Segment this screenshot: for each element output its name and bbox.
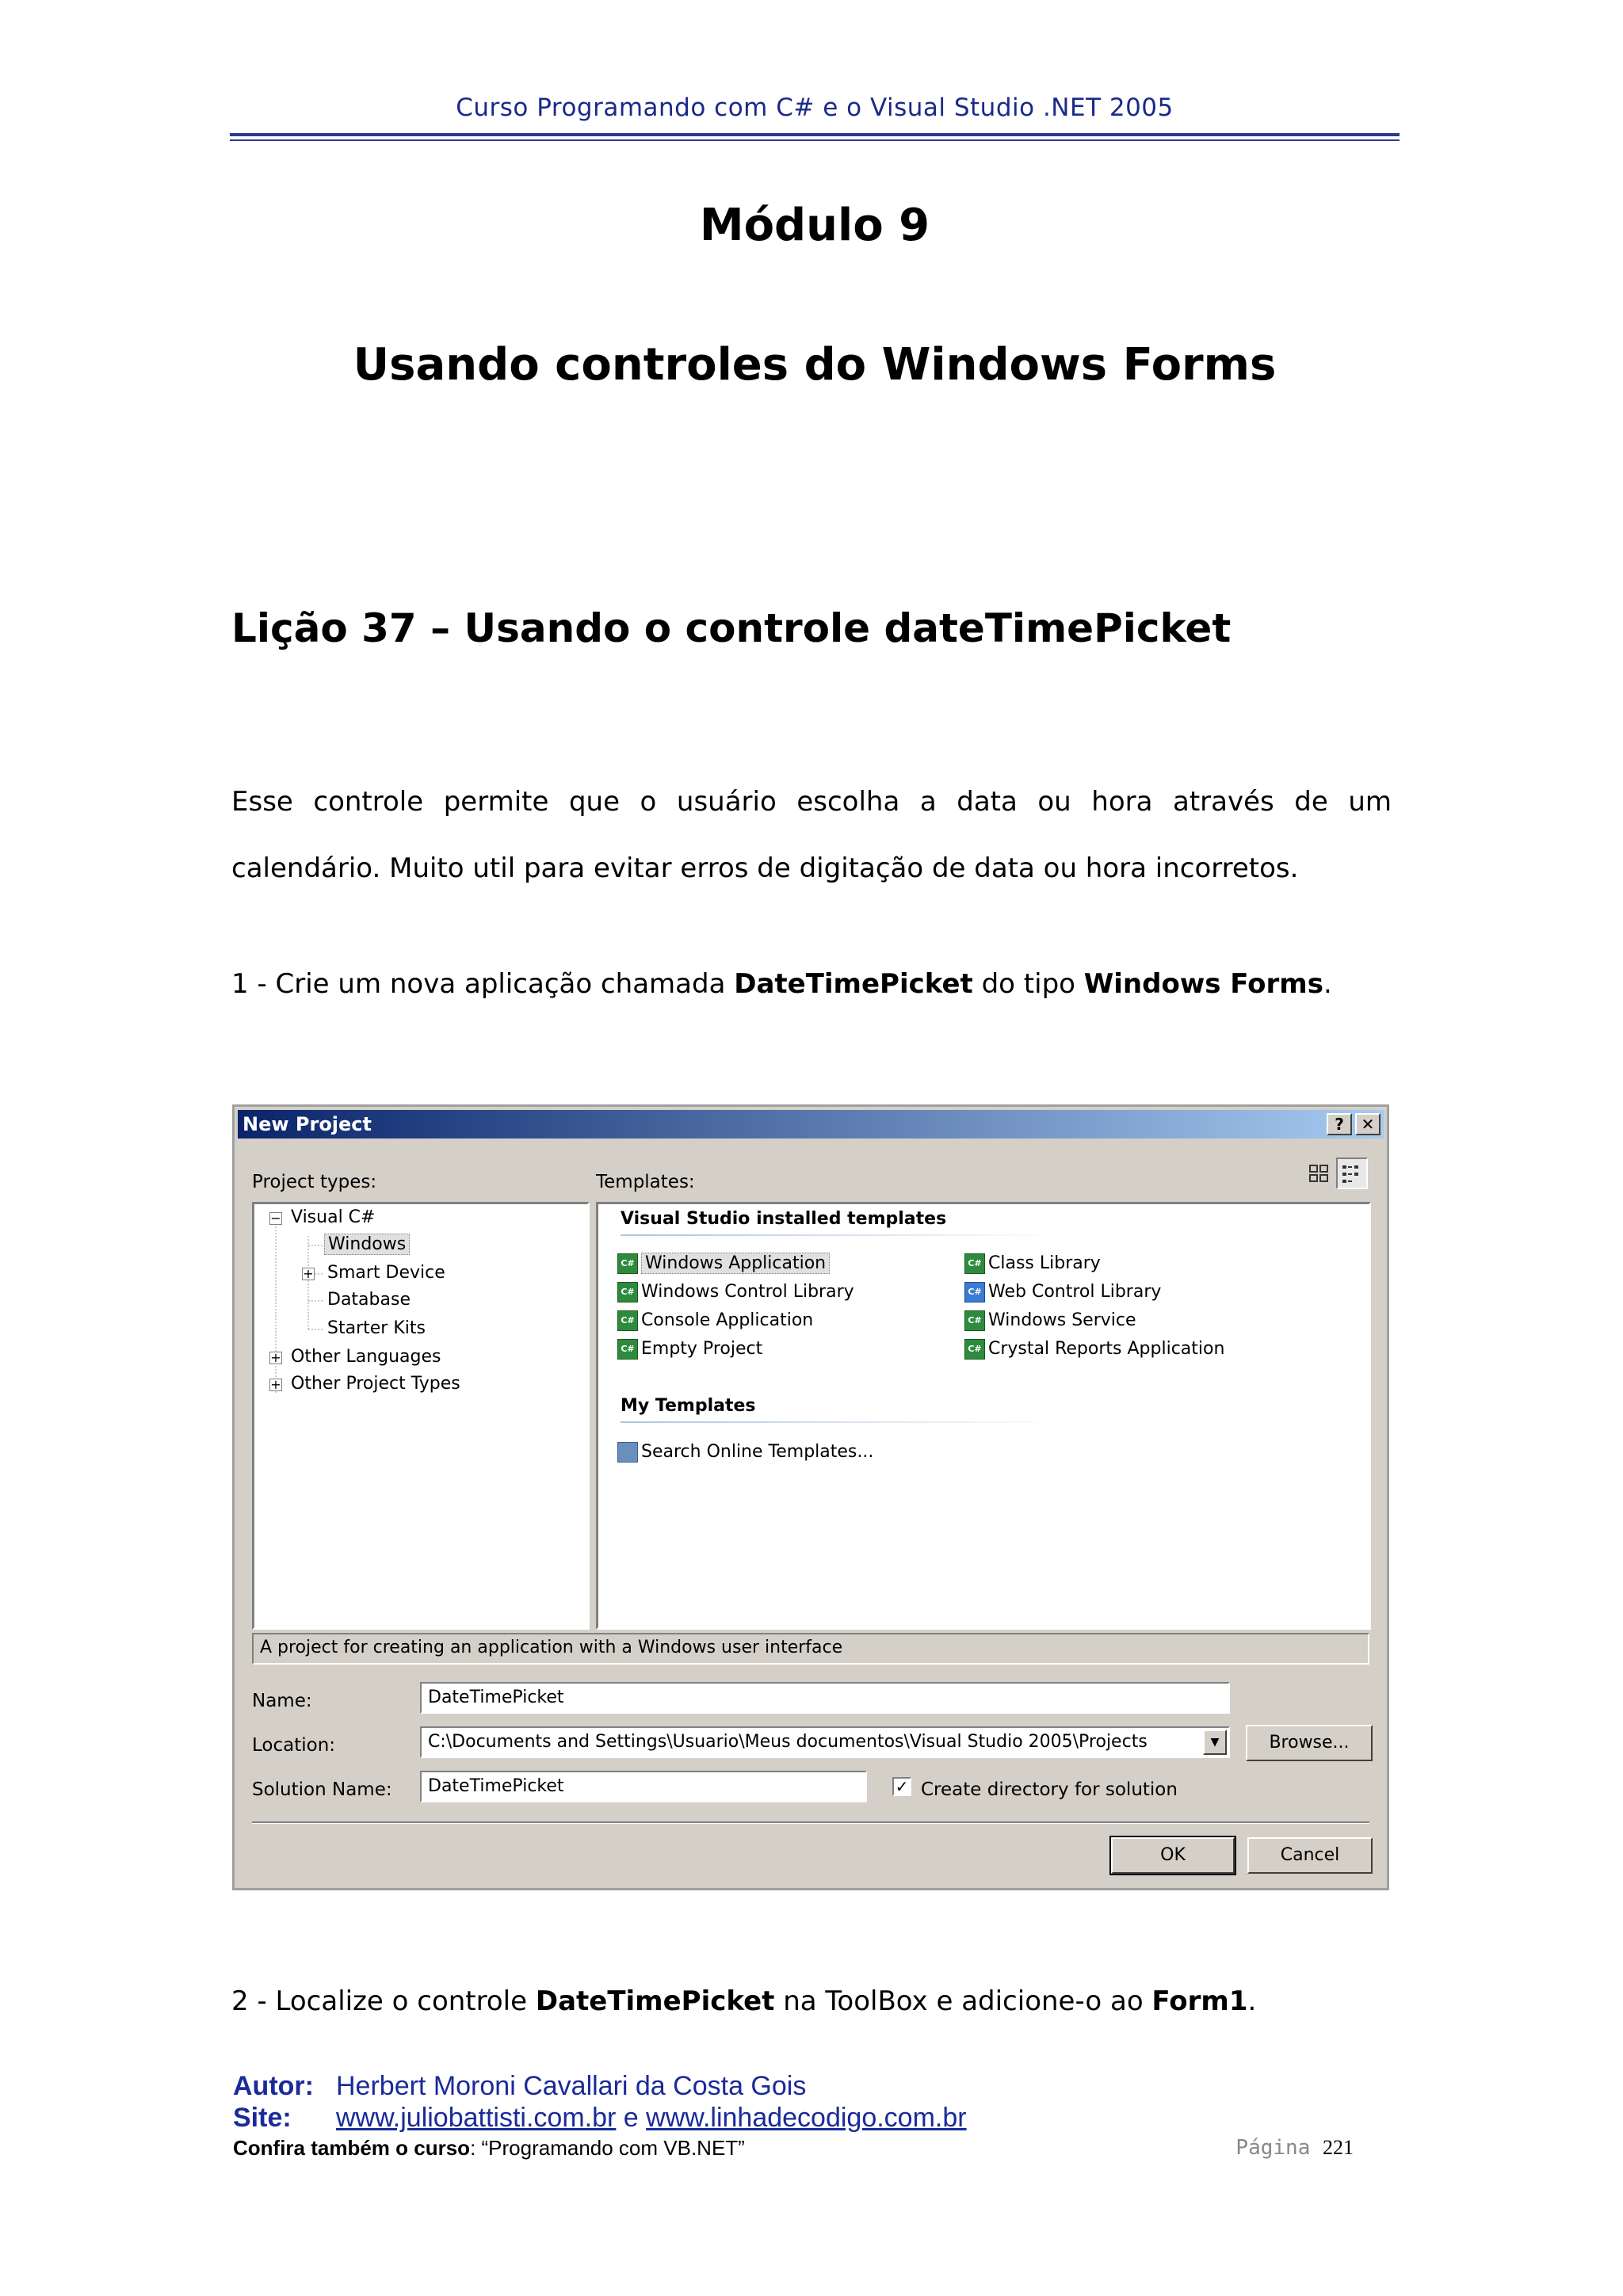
template-search-online[interactable] [617, 1442, 873, 1463]
template-web-control-library[interactable] [964, 1282, 1161, 1302]
csharp-project-icon: C# [964, 1339, 985, 1360]
site-separator: e [616, 2103, 647, 2133]
chapter-title: Usando controles do Windows Forms [353, 339, 1277, 391]
solution-name-label: Solution Name: [252, 1779, 392, 1800]
project-types-label: Project types: [252, 1172, 377, 1192]
my-templates-header: My Templates [621, 1396, 756, 1416]
expand-icon[interactable]: + [303, 1266, 314, 1281]
page-number [1235, 2136, 1354, 2160]
template-label: Empty Project [641, 1339, 763, 1359]
author-name: Herbert Moroni Cavallari da Costa Gois [336, 2071, 807, 2101]
csharp-project-icon: C# [617, 1253, 638, 1274]
browse-button[interactable]: Browse... [1246, 1725, 1373, 1761]
page-label: Página [1235, 2136, 1311, 2160]
template-label: Search Online Templates... [641, 1442, 874, 1462]
csharp-project-icon: C# [964, 1310, 985, 1331]
footer-site [233, 2103, 967, 2134]
lesson-title: Lição 37 – Usando o controle dateTimePicket [231, 605, 1232, 651]
tree-item-starter-kits[interactable]: Starter Kits [327, 1318, 426, 1338]
project-types-tree[interactable] [252, 1202, 590, 1630]
template-label: Windows Application [641, 1253, 830, 1274]
new-project-dialog [232, 1104, 1389, 1890]
cancel-button[interactable]: Cancel [1247, 1837, 1373, 1874]
create-directory-checkbox[interactable]: ✓ [892, 1777, 911, 1796]
name-label: Name: [252, 1691, 312, 1711]
step-2-suffix: . [1247, 1985, 1257, 2017]
small-icons-view-icon[interactable] [1336, 1158, 1368, 1189]
help-button[interactable]: ? [1327, 1113, 1352, 1135]
installed-templates-header: Visual Studio installed templates [621, 1209, 947, 1229]
large-icons-view-icon[interactable] [1308, 1159, 1331, 1188]
template-windows-control-library[interactable] [617, 1282, 854, 1302]
course-value: : “Programando com VB.NET” [470, 2136, 745, 2160]
header-rule-thin [230, 139, 1400, 141]
site-link-2[interactable]: www.linhadecodigo.com.br [646, 2103, 967, 2133]
module-title: Módulo 9 [699, 200, 930, 251]
location-label: Location: [252, 1735, 336, 1756]
csharp-web-project-icon: C# [964, 1282, 985, 1302]
tree-item-other-languages[interactable]: Other Languages [291, 1347, 441, 1367]
template-label: Windows Control Library [641, 1282, 854, 1302]
template-empty-project[interactable] [617, 1339, 762, 1360]
csharp-project-icon: C# [617, 1310, 638, 1331]
step-2-target: Form1 [1151, 1985, 1248, 2017]
step-1-prefix: 1 - Crie um nova aplicação chamada [231, 968, 735, 1000]
expand-icon[interactable]: + [270, 1350, 281, 1365]
collapse-icon[interactable]: − [270, 1211, 281, 1226]
template-label: Console Application [641, 1310, 814, 1330]
tree-item-other-project-types[interactable]: Other Project Types [291, 1374, 460, 1394]
intro-line-2: calendário. Muito util para evitar erros de digitação de data ou hora incorretos. [231, 852, 1299, 884]
template-description: A project for creating an application with a Windows user interface [252, 1633, 1369, 1665]
intro-paragraph [231, 769, 1392, 902]
template-windows-application[interactable] [617, 1253, 830, 1274]
template-label: Crystal Reports Application [988, 1339, 1225, 1359]
expand-icon[interactable]: + [270, 1377, 281, 1392]
site-link-1[interactable]: www.juliobattisti.com.br [336, 2103, 617, 2133]
templates-label: Templates: [596, 1172, 695, 1192]
dialog-separator [252, 1821, 1369, 1824]
step-2-middle: na ToolBox e adicione-o ao [774, 1985, 1152, 2017]
template-label: Windows Service [988, 1310, 1136, 1330]
step-2 [231, 1985, 1256, 2017]
csharp-project-icon: C# [617, 1282, 638, 1302]
chevron-down-icon[interactable]: ▼ [1203, 1730, 1227, 1755]
template-console-application[interactable] [617, 1310, 813, 1331]
tree-item-database[interactable]: Database [327, 1290, 411, 1310]
running-header: Curso Programando com C# e o Visual Studio .NET 2005 [456, 93, 1174, 122]
template-label: Class Library [988, 1253, 1101, 1273]
step-1-app-name: DateTimePicket [734, 968, 973, 1000]
footer-course [233, 2136, 745, 2161]
course-label: Confira também o curso [233, 2136, 471, 2160]
create-directory-label: Create directory for solution [921, 1779, 1178, 1800]
tree-item-visual-csharp[interactable]: Visual C# [291, 1207, 376, 1227]
step-2-prefix: 2 - Localize o controle [231, 1985, 536, 2017]
dialog-title: New Project [242, 1113, 372, 1135]
section-rule [621, 1234, 1064, 1236]
header-rule [230, 133, 1400, 136]
close-button[interactable]: ✕ [1355, 1113, 1381, 1135]
author-label: Autor: [233, 2071, 314, 2101]
step-1-middle: do tipo [972, 968, 1084, 1000]
location-combobox[interactable] [420, 1726, 1230, 1758]
intro-line-1: Esse controle permite que o usuário escolha a data ou hora através de um [231, 786, 1392, 818]
step-2-control-name: DateTimePicket [535, 1985, 775, 2017]
step-1 [231, 968, 1332, 1000]
csharp-project-icon: C# [617, 1339, 638, 1360]
solution-name-input[interactable]: DateTimePicket [420, 1771, 867, 1802]
csharp-project-icon: C# [964, 1253, 985, 1274]
tree-item-windows[interactable] [324, 1234, 410, 1254]
template-class-library[interactable] [964, 1253, 1101, 1274]
ok-button[interactable]: OK [1111, 1837, 1235, 1874]
page-number-value: 221 [1323, 2136, 1354, 2159]
templates-list[interactable] [596, 1202, 1371, 1630]
footer-author [233, 2071, 806, 2102]
search-online-icon [617, 1442, 638, 1463]
location-value: C:\Documents and Settings\Usuario\Meus documentos\Visual Studio 2005\Projects [428, 1732, 1148, 1752]
template-windows-service[interactable] [964, 1310, 1136, 1331]
dialog-titlebar [238, 1110, 1384, 1138]
step-1-app-type: Windows Forms [1083, 968, 1323, 1000]
name-input[interactable]: DateTimePicket [420, 1682, 1230, 1714]
site-label: Site: [233, 2103, 292, 2133]
step-1-suffix: . [1323, 968, 1332, 1000]
tree-item-windows-label: Windows [324, 1234, 410, 1255]
template-crystal-reports-application[interactable] [964, 1339, 1224, 1360]
template-label: Web Control Library [988, 1282, 1162, 1302]
section-rule [621, 1421, 1064, 1423]
tree-item-smart-device[interactable]: Smart Device [327, 1263, 445, 1283]
